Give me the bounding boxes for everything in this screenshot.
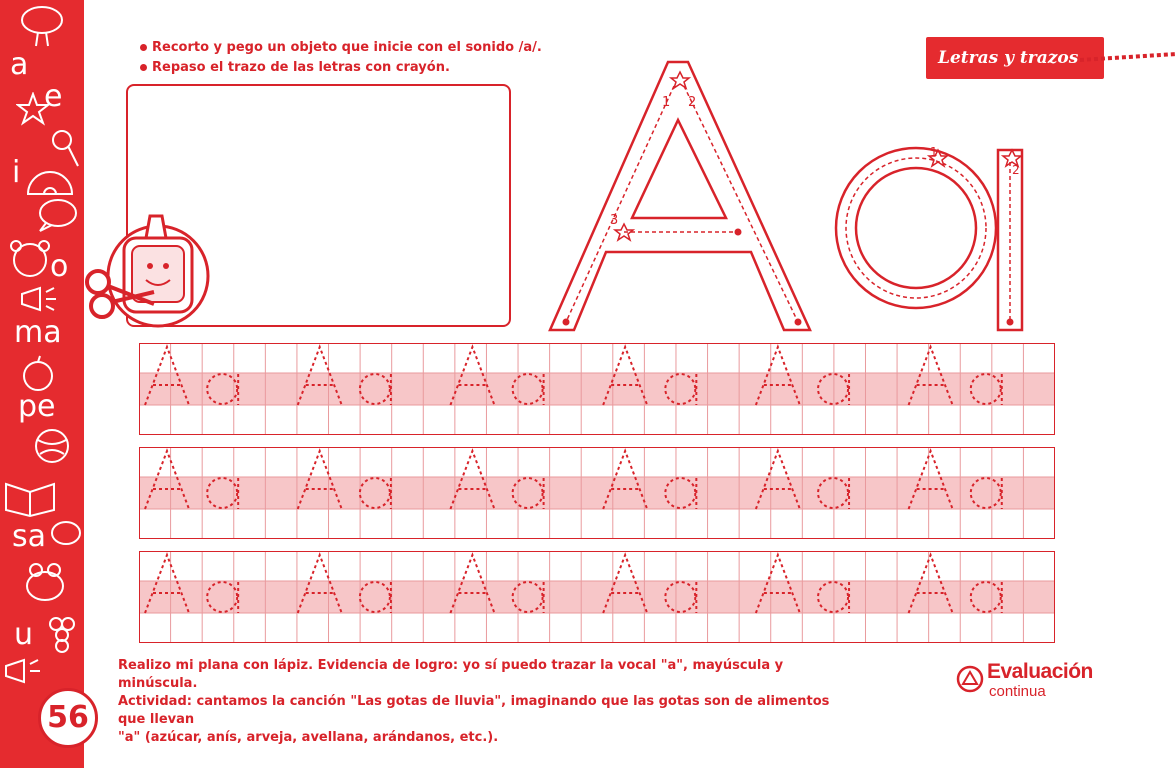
model-uppercase-a xyxy=(550,62,810,330)
instruction-1-text: Recorto y pego un objeto que inicie con el sonido /a/. xyxy=(152,40,542,55)
step-3-label: 3 xyxy=(610,213,619,228)
grapes-icon xyxy=(46,610,78,656)
footer-line-1: Realizo mi plana con lápiz. Evidencia de logro: yo sí puedo trazar la vocal "a", mayúscula y minúscula. xyxy=(118,658,784,691)
model-lowercase-a xyxy=(836,145,1022,330)
bear-face-icon xyxy=(8,238,52,280)
evaluation-title: Evaluación xyxy=(987,660,1093,683)
step-1-label: 1 xyxy=(930,145,938,159)
badge-rope-icon xyxy=(1080,50,1176,70)
bullet-icon xyxy=(140,44,147,51)
sidebar-letter-e: e xyxy=(44,79,63,114)
vowel-sidebar xyxy=(0,0,84,768)
step-1-label: 1 xyxy=(662,95,671,110)
speech-bubble-icon xyxy=(36,198,78,232)
igloo-icon xyxy=(26,162,74,196)
glue-mascot-icon xyxy=(80,208,210,332)
step-2-label: 2 xyxy=(1012,163,1020,177)
apple-icon xyxy=(18,354,58,392)
megaphone-icon xyxy=(18,284,62,314)
footer-line-3: "a" (azúcar, anís, arveja, avellana, arándanos, etc.). xyxy=(118,730,499,745)
speech-bubble-small-icon xyxy=(48,520,82,550)
sidebar-letter-a: a xyxy=(10,47,29,82)
badge-label: Letras y trazos xyxy=(938,48,1079,68)
bullet-icon xyxy=(140,64,147,71)
frog-icon xyxy=(18,556,72,608)
ball-icon xyxy=(32,426,72,466)
book-icon xyxy=(2,470,62,518)
megaphone-small-icon xyxy=(2,656,46,686)
instruction-2 xyxy=(140,58,542,78)
practice-row-1[interactable] xyxy=(139,343,1055,435)
evaluation-logo-icon xyxy=(955,664,985,694)
sidebar-letter-i: i xyxy=(12,155,21,190)
activity-text: : cantamos la canción "Las gotas de lluvia", imaginando que las gotas son de alimentos que llevan xyxy=(118,694,830,727)
star-icon xyxy=(16,92,50,126)
model-letters xyxy=(546,58,1036,336)
sidebar-syllable-pe: pe xyxy=(18,389,56,424)
practice-row-2[interactable] xyxy=(139,447,1055,539)
instruction-1 xyxy=(140,38,542,58)
evaluation-subtitle: continua xyxy=(989,683,1046,700)
sidebar-letter-u: u xyxy=(14,617,34,652)
footer-line-2 xyxy=(118,693,838,729)
tree-icon xyxy=(14,4,70,48)
instructions xyxy=(140,38,542,78)
activity-label: Actividad xyxy=(118,694,187,709)
practice-row-3[interactable] xyxy=(139,551,1055,643)
sidebar-syllable-ma: ma xyxy=(14,315,62,350)
footer-text xyxy=(118,657,838,747)
sidebar-syllable-sa: sa xyxy=(12,519,47,554)
sidebar-letter-o: o xyxy=(50,249,69,284)
page-number: 56 xyxy=(38,688,98,748)
step-2-label: 2 xyxy=(688,95,697,110)
evaluation-logo xyxy=(955,660,1095,702)
instruction-2-text: Repaso el trazo de las letras con crayón. xyxy=(152,60,450,75)
